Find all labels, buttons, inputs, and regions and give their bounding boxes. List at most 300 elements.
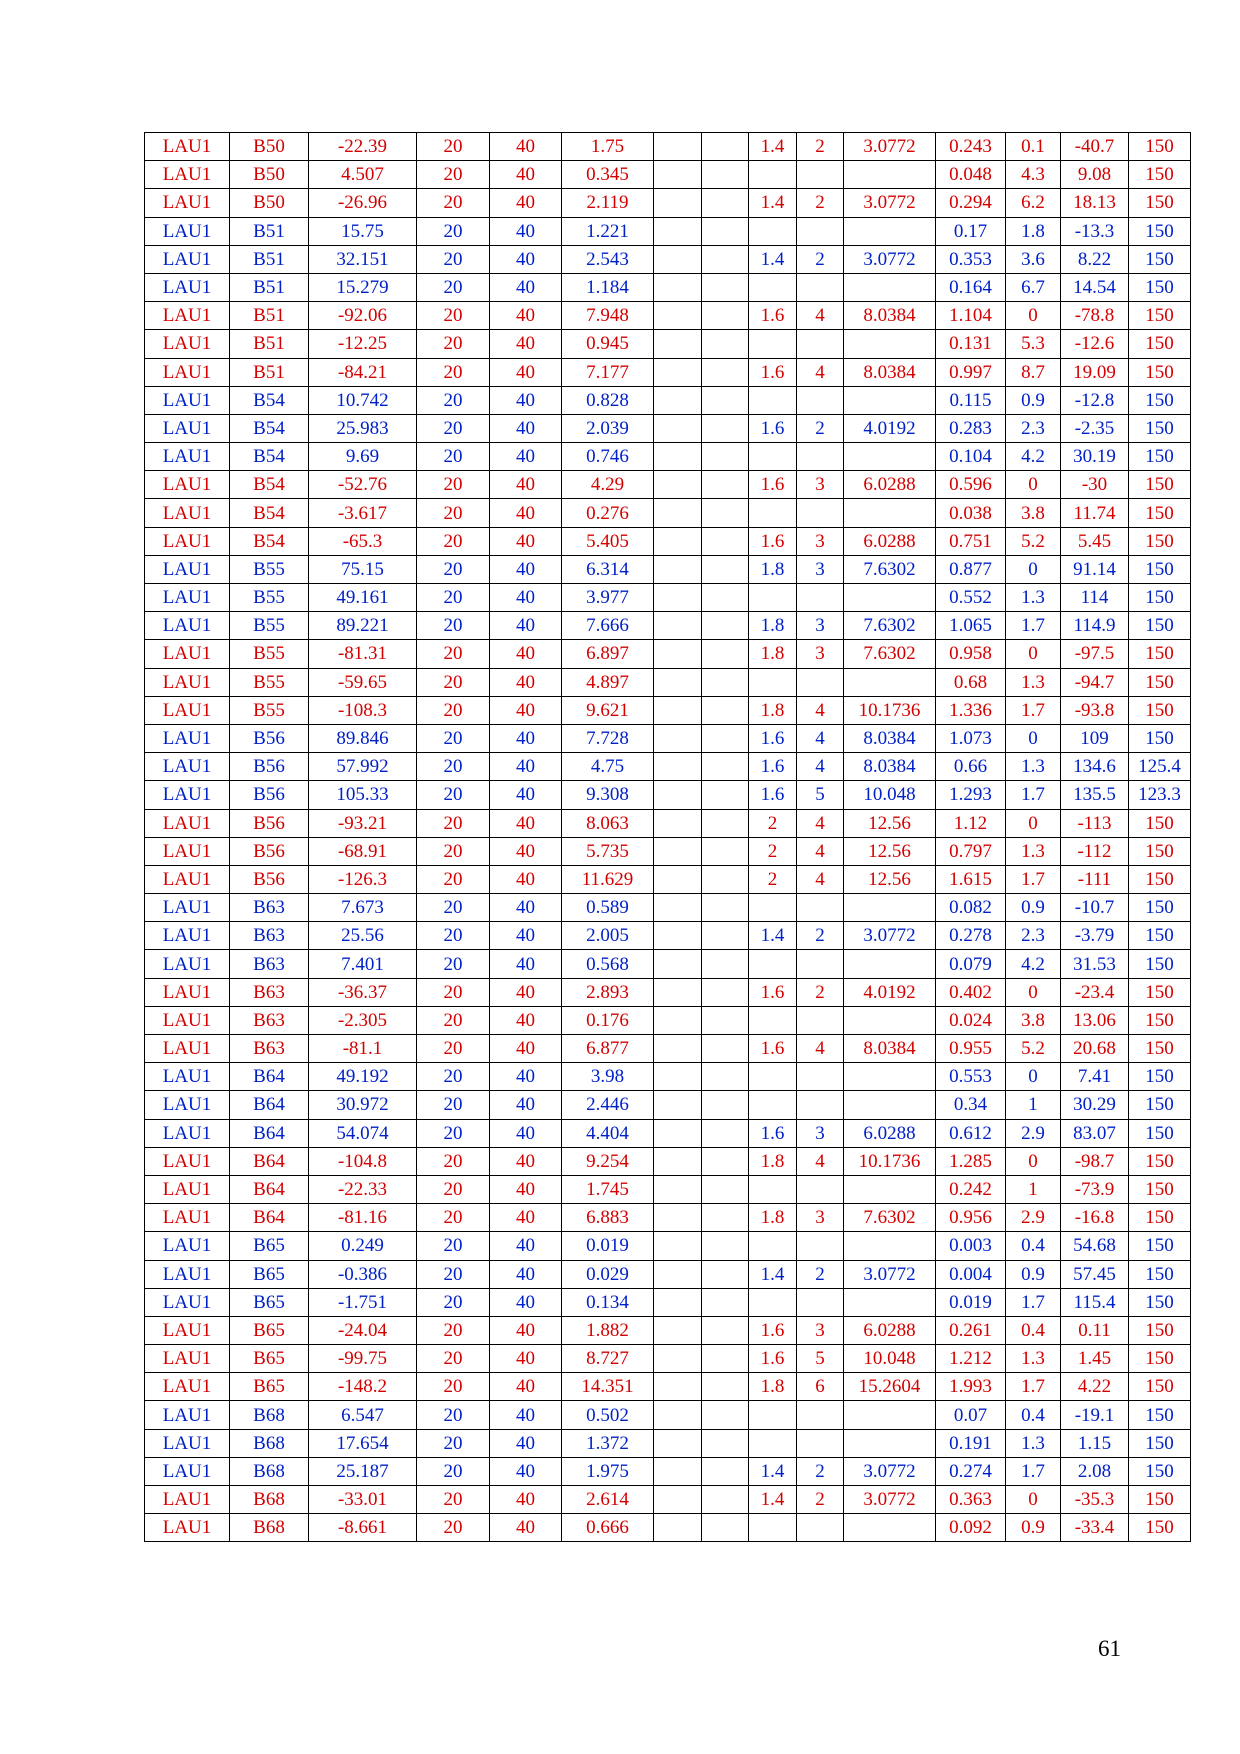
table-cell: 20 <box>417 809 490 837</box>
table-cell: 150 <box>1129 1091 1191 1119</box>
table-cell: 4.507 <box>309 161 417 189</box>
table-cell: 5.45 <box>1061 527 1129 555</box>
table-cell: 89.221 <box>309 612 417 640</box>
table-cell: 114.9 <box>1061 612 1129 640</box>
table-cell: B54 <box>230 471 309 499</box>
table-cell: 0.07 <box>936 1401 1006 1429</box>
table-cell: 40 <box>490 1232 562 1260</box>
table-cell: 19.09 <box>1061 358 1129 386</box>
table-cell: B50 <box>230 161 309 189</box>
table-cell: LAU1 <box>145 1401 230 1429</box>
table-cell: B64 <box>230 1063 309 1091</box>
table-cell: 10.048 <box>844 781 936 809</box>
table-cell: 150 <box>1129 1457 1191 1485</box>
table-cell: 1.4 <box>749 1486 797 1514</box>
table-cell: B50 <box>230 189 309 217</box>
table-cell <box>654 612 702 640</box>
table-cell: -19.1 <box>1061 1401 1129 1429</box>
table-cell: 1.4 <box>749 1260 797 1288</box>
table-cell: 1.6 <box>749 1035 797 1063</box>
table-cell: 0.589 <box>562 894 654 922</box>
table-cell: 0.751 <box>936 527 1006 555</box>
table-cell: 150 <box>1129 133 1191 161</box>
table-cell: 1.221 <box>562 217 654 245</box>
table-cell: 3.0772 <box>844 1486 936 1514</box>
table-cell <box>702 1486 749 1514</box>
table-cell <box>702 1035 749 1063</box>
table-cell: 150 <box>1129 245 1191 273</box>
table-cell: 1.3 <box>1006 1429 1061 1457</box>
table-cell: 20 <box>417 273 490 301</box>
table-cell: 0.024 <box>936 1006 1006 1034</box>
table-cell: 20 <box>417 1147 490 1175</box>
table-cell: LAU1 <box>145 1063 230 1091</box>
table-cell: 0.019 <box>562 1232 654 1260</box>
table-cell <box>844 443 936 471</box>
table-cell <box>797 950 844 978</box>
table-cell: 40 <box>490 894 562 922</box>
table-cell: 1.4 <box>749 133 797 161</box>
table-cell: B65 <box>230 1373 309 1401</box>
table-cell: 20 <box>417 1119 490 1147</box>
table-cell: 7.177 <box>562 358 654 386</box>
table-cell: 9.08 <box>1061 161 1129 189</box>
table-cell: 150 <box>1129 922 1191 950</box>
table-cell: 0.68 <box>936 668 1006 696</box>
table-cell: 1.212 <box>936 1345 1006 1373</box>
table-cell <box>654 1429 702 1457</box>
table-cell: 20 <box>417 1232 490 1260</box>
table-cell: 0.353 <box>936 245 1006 273</box>
table-cell: 2 <box>749 837 797 865</box>
table-cell: 1.882 <box>562 1316 654 1344</box>
table-cell: LAU1 <box>145 499 230 527</box>
table-cell: 2 <box>797 978 844 1006</box>
table-cell: 3.0772 <box>844 133 936 161</box>
table-cell: 40 <box>490 1401 562 1429</box>
table-row <box>145 950 1191 978</box>
table-cell: 40 <box>490 1035 562 1063</box>
table-cell: 0.345 <box>562 161 654 189</box>
table-cell <box>749 499 797 527</box>
table-cell <box>844 161 936 189</box>
table-row <box>145 837 1191 865</box>
table-cell: 0.363 <box>936 1486 1006 1514</box>
table-cell: 1.7 <box>1006 781 1061 809</box>
table-cell: 20 <box>417 1175 490 1203</box>
table-cell: 20 <box>417 584 490 612</box>
table-cell: 150 <box>1129 217 1191 245</box>
table-cell: 0.283 <box>936 414 1006 442</box>
table-cell: B51 <box>230 330 309 358</box>
table-cell <box>702 1232 749 1260</box>
table-cell <box>844 1429 936 1457</box>
table-cell: B64 <box>230 1204 309 1232</box>
table-cell: 2 <box>797 133 844 161</box>
table-cell <box>702 1514 749 1542</box>
table-cell: LAU1 <box>145 1316 230 1344</box>
table-cell: 40 <box>490 724 562 752</box>
table-cell: 75.15 <box>309 555 417 583</box>
table-cell: 0.276 <box>562 499 654 527</box>
table-cell: 150 <box>1129 696 1191 724</box>
table-cell: 11.629 <box>562 865 654 893</box>
table-cell: 0.958 <box>936 640 1006 668</box>
table-cell: 25.187 <box>309 1457 417 1485</box>
table-cell: 0.9 <box>1006 1260 1061 1288</box>
table-cell: LAU1 <box>145 133 230 161</box>
table-cell: 40 <box>490 1063 562 1091</box>
table-cell: 0.9 <box>1006 894 1061 922</box>
table-cell: LAU1 <box>145 386 230 414</box>
table-cell: 7.6302 <box>844 555 936 583</box>
table-cell: 20 <box>417 696 490 724</box>
table-row <box>145 696 1191 724</box>
table-cell: B56 <box>230 753 309 781</box>
table-cell <box>702 527 749 555</box>
table-cell <box>702 330 749 358</box>
table-cell: B65 <box>230 1316 309 1344</box>
table-cell: 6.0288 <box>844 527 936 555</box>
table-cell: 3.6 <box>1006 245 1061 273</box>
table-cell: 30.972 <box>309 1091 417 1119</box>
table-cell: 150 <box>1129 499 1191 527</box>
table-cell: 2 <box>797 245 844 273</box>
table-cell: 40 <box>490 1260 562 1288</box>
table-cell: B68 <box>230 1429 309 1457</box>
table-cell: B51 <box>230 358 309 386</box>
table-cell: 6.314 <box>562 555 654 583</box>
table-cell: 0.552 <box>936 584 1006 612</box>
table-cell: LAU1 <box>145 443 230 471</box>
table-row <box>145 1035 1191 1063</box>
table-cell: 8.0384 <box>844 724 936 752</box>
table-cell: 150 <box>1129 1119 1191 1147</box>
table-cell: 40 <box>490 696 562 724</box>
table-cell: 4.0192 <box>844 978 936 1006</box>
table-cell: 6.0288 <box>844 1316 936 1344</box>
table-row <box>145 1288 1191 1316</box>
table-cell: -94.7 <box>1061 668 1129 696</box>
table-cell: 0.038 <box>936 499 1006 527</box>
table-cell: 11.74 <box>1061 499 1129 527</box>
table-cell: 14.54 <box>1061 273 1129 301</box>
table-cell <box>702 1063 749 1091</box>
table-row <box>145 330 1191 358</box>
table-cell: 0.003 <box>936 1232 1006 1260</box>
table-row <box>145 865 1191 893</box>
table-cell: 12.56 <box>844 865 936 893</box>
table-cell: 1.7 <box>1006 1373 1061 1401</box>
table-cell <box>702 724 749 752</box>
table-cell: 3 <box>797 527 844 555</box>
table-cell: 20 <box>417 1204 490 1232</box>
table-cell <box>749 894 797 922</box>
table-cell: -81.31 <box>309 640 417 668</box>
table-cell: 8.0384 <box>844 1035 936 1063</box>
table-cell: LAU1 <box>145 273 230 301</box>
table-cell: 20 <box>417 189 490 217</box>
table-cell: 0.553 <box>936 1063 1006 1091</box>
table-cell: -16.8 <box>1061 1204 1129 1232</box>
table-cell: 1.8 <box>749 1373 797 1401</box>
table-cell: 1.4 <box>749 245 797 273</box>
table-cell: B54 <box>230 386 309 414</box>
table-cell: -81.16 <box>309 1204 417 1232</box>
table-cell: 31.53 <box>1061 950 1129 978</box>
table-cell: 0.877 <box>936 555 1006 583</box>
table-cell: -30 <box>1061 471 1129 499</box>
table-cell: 20 <box>417 1373 490 1401</box>
table-cell: 4.404 <box>562 1119 654 1147</box>
table-cell: 2 <box>797 1486 844 1514</box>
table-cell: 4.22 <box>1061 1373 1129 1401</box>
table-cell: 150 <box>1129 1345 1191 1373</box>
table-cell: 1.745 <box>562 1175 654 1203</box>
table-cell: 3 <box>797 640 844 668</box>
table-cell: 57.45 <box>1061 1260 1129 1288</box>
table-cell: 150 <box>1129 978 1191 1006</box>
table-cell: LAU1 <box>145 781 230 809</box>
table-cell: 18.13 <box>1061 189 1129 217</box>
table-cell: 4 <box>797 1147 844 1175</box>
table-cell <box>702 1288 749 1316</box>
table-cell: 0.945 <box>562 330 654 358</box>
table-cell: 5.405 <box>562 527 654 555</box>
table-cell: 12.56 <box>844 837 936 865</box>
table-cell: -33.01 <box>309 1486 417 1514</box>
table-cell: 0.261 <box>936 1316 1006 1344</box>
table-row <box>145 668 1191 696</box>
table-cell: 1.6 <box>749 753 797 781</box>
table-cell: 8.063 <box>562 809 654 837</box>
table-cell <box>654 1260 702 1288</box>
table-cell: -12.6 <box>1061 330 1129 358</box>
table-row <box>145 1345 1191 1373</box>
table-cell <box>797 161 844 189</box>
table-cell: 20 <box>417 1006 490 1034</box>
table-cell: 150 <box>1129 527 1191 555</box>
table-cell: 89.846 <box>309 724 417 752</box>
table-cell: -8.661 <box>309 1514 417 1542</box>
table-cell <box>654 414 702 442</box>
table-cell: 0.1 <box>1006 133 1061 161</box>
table-cell: 54.074 <box>309 1119 417 1147</box>
table-cell: 0.9 <box>1006 386 1061 414</box>
table-cell: -12.8 <box>1061 386 1129 414</box>
table-cell: LAU1 <box>145 555 230 583</box>
table-cell: 2 <box>797 922 844 950</box>
table-cell: -36.37 <box>309 978 417 1006</box>
table-cell: 3.0772 <box>844 1457 936 1485</box>
table-cell: 49.192 <box>309 1063 417 1091</box>
table-cell: 40 <box>490 837 562 865</box>
table-cell <box>654 1288 702 1316</box>
table-cell: 0.278 <box>936 922 1006 950</box>
table-cell: 40 <box>490 555 562 583</box>
table-cell: LAU1 <box>145 302 230 330</box>
table-cell: 20 <box>417 612 490 640</box>
table-cell <box>702 189 749 217</box>
table-cell: 150 <box>1129 1401 1191 1429</box>
table-cell <box>749 1401 797 1429</box>
table-cell: -99.75 <box>309 1345 417 1373</box>
table-cell <box>654 1063 702 1091</box>
table-cell: 20 <box>417 1260 490 1288</box>
table-cell: LAU1 <box>145 894 230 922</box>
table-cell: 150 <box>1129 612 1191 640</box>
table-cell <box>654 696 702 724</box>
table-cell: 7.6302 <box>844 612 936 640</box>
table-cell: -35.3 <box>1061 1486 1129 1514</box>
table-cell: -12.25 <box>309 330 417 358</box>
table-cell <box>654 668 702 696</box>
table-cell: 40 <box>490 245 562 273</box>
table-cell: 2 <box>749 809 797 837</box>
table-cell: 1.3 <box>1006 1345 1061 1373</box>
table-cell: 0.17 <box>936 217 1006 245</box>
table-cell: B56 <box>230 724 309 752</box>
table-cell: -78.8 <box>1061 302 1129 330</box>
table-cell: 0.34 <box>936 1091 1006 1119</box>
table-cell: LAU1 <box>145 950 230 978</box>
table-cell <box>702 302 749 330</box>
table-cell <box>844 217 936 245</box>
table-cell: 1.6 <box>749 724 797 752</box>
page-number: 61 <box>1098 1636 1121 1661</box>
table-cell: 8.0384 <box>844 302 936 330</box>
table-cell: B63 <box>230 922 309 950</box>
table-cell <box>702 1147 749 1175</box>
table-cell: 1.6 <box>749 414 797 442</box>
table-cell: 0 <box>1006 640 1061 668</box>
table-cell: LAU1 <box>145 696 230 724</box>
table-cell: 1.6 <box>749 781 797 809</box>
table-cell: 4.29 <box>562 471 654 499</box>
table-cell: 1.8 <box>749 1147 797 1175</box>
table-cell <box>749 1232 797 1260</box>
table-cell: 4.897 <box>562 668 654 696</box>
table-cell: 0 <box>1006 302 1061 330</box>
table-cell: 7.401 <box>309 950 417 978</box>
table-cell <box>844 1091 936 1119</box>
table-cell: B51 <box>230 273 309 301</box>
table-cell <box>654 724 702 752</box>
table-cell: 40 <box>490 753 562 781</box>
table-cell: 1.073 <box>936 724 1006 752</box>
table-cell: LAU1 <box>145 724 230 752</box>
table-cell: 0 <box>1006 724 1061 752</box>
table-cell: 40 <box>490 1119 562 1147</box>
table-cell <box>844 386 936 414</box>
table-cell: 4.2 <box>1006 443 1061 471</box>
table-cell: 0 <box>1006 1486 1061 1514</box>
table-cell: B68 <box>230 1401 309 1429</box>
table-cell: 20 <box>417 865 490 893</box>
table-cell: LAU1 <box>145 612 230 640</box>
table-body <box>145 133 1191 1542</box>
table-cell: 6 <box>797 1373 844 1401</box>
table-row <box>145 724 1191 752</box>
table-cell: 5.735 <box>562 837 654 865</box>
table-cell: 109 <box>1061 724 1129 752</box>
table-cell: B63 <box>230 1006 309 1034</box>
table-cell: 4 <box>797 696 844 724</box>
table-cell: 15.75 <box>309 217 417 245</box>
table-cell: LAU1 <box>145 584 230 612</box>
table-cell: 20 <box>417 781 490 809</box>
table-cell <box>654 781 702 809</box>
table-cell: -126.3 <box>309 865 417 893</box>
table-cell: 150 <box>1129 1373 1191 1401</box>
table-cell <box>654 809 702 837</box>
table-cell: 20 <box>417 1457 490 1485</box>
table-cell: 40 <box>490 612 562 640</box>
table-cell <box>797 1429 844 1457</box>
table-cell <box>749 668 797 696</box>
table-cell: 7.666 <box>562 612 654 640</box>
table-cell: 83.07 <box>1061 1119 1129 1147</box>
table-cell <box>749 217 797 245</box>
table-row <box>145 414 1191 442</box>
table-cell <box>749 1288 797 1316</box>
table-cell: 2 <box>797 189 844 217</box>
table-cell: 1.336 <box>936 696 1006 724</box>
table-cell: B56 <box>230 865 309 893</box>
table-row <box>145 1401 1191 1429</box>
table-cell <box>702 978 749 1006</box>
table-cell: 20 <box>417 922 490 950</box>
table-cell: LAU1 <box>145 978 230 1006</box>
table-cell: 7.948 <box>562 302 654 330</box>
table-cell <box>654 1119 702 1147</box>
table-cell: 10.1736 <box>844 1147 936 1175</box>
table-cell <box>844 1401 936 1429</box>
table-cell: 1.75 <box>562 133 654 161</box>
table-cell: 2.3 <box>1006 922 1061 950</box>
table-cell <box>797 1091 844 1119</box>
table-row <box>145 133 1191 161</box>
table-cell: 3 <box>797 612 844 640</box>
table-cell <box>797 1175 844 1203</box>
table-cell: 1.8 <box>749 612 797 640</box>
table-cell <box>654 217 702 245</box>
table-cell: 1.615 <box>936 865 1006 893</box>
table-cell: 20 <box>417 1429 490 1457</box>
table-cell <box>749 330 797 358</box>
table-cell: 32.151 <box>309 245 417 273</box>
table-cell <box>654 358 702 386</box>
table-cell: 150 <box>1129 1204 1191 1232</box>
table-cell: 150 <box>1129 1063 1191 1091</box>
table-cell: 20 <box>417 499 490 527</box>
table-cell <box>844 950 936 978</box>
table-cell <box>702 865 749 893</box>
table-cell: 20 <box>417 443 490 471</box>
table-row <box>145 386 1191 414</box>
table-cell: 3.977 <box>562 584 654 612</box>
table-row <box>145 443 1191 471</box>
table-cell: 1 <box>1006 1091 1061 1119</box>
table-cell: 0.079 <box>936 950 1006 978</box>
table-cell: 1.12 <box>936 809 1006 837</box>
table-cell: 150 <box>1129 471 1191 499</box>
table-cell: LAU1 <box>145 1373 230 1401</box>
table-cell: 40 <box>490 584 562 612</box>
table-cell: 40 <box>490 978 562 1006</box>
table-cell <box>654 1204 702 1232</box>
table-cell: 0.048 <box>936 161 1006 189</box>
